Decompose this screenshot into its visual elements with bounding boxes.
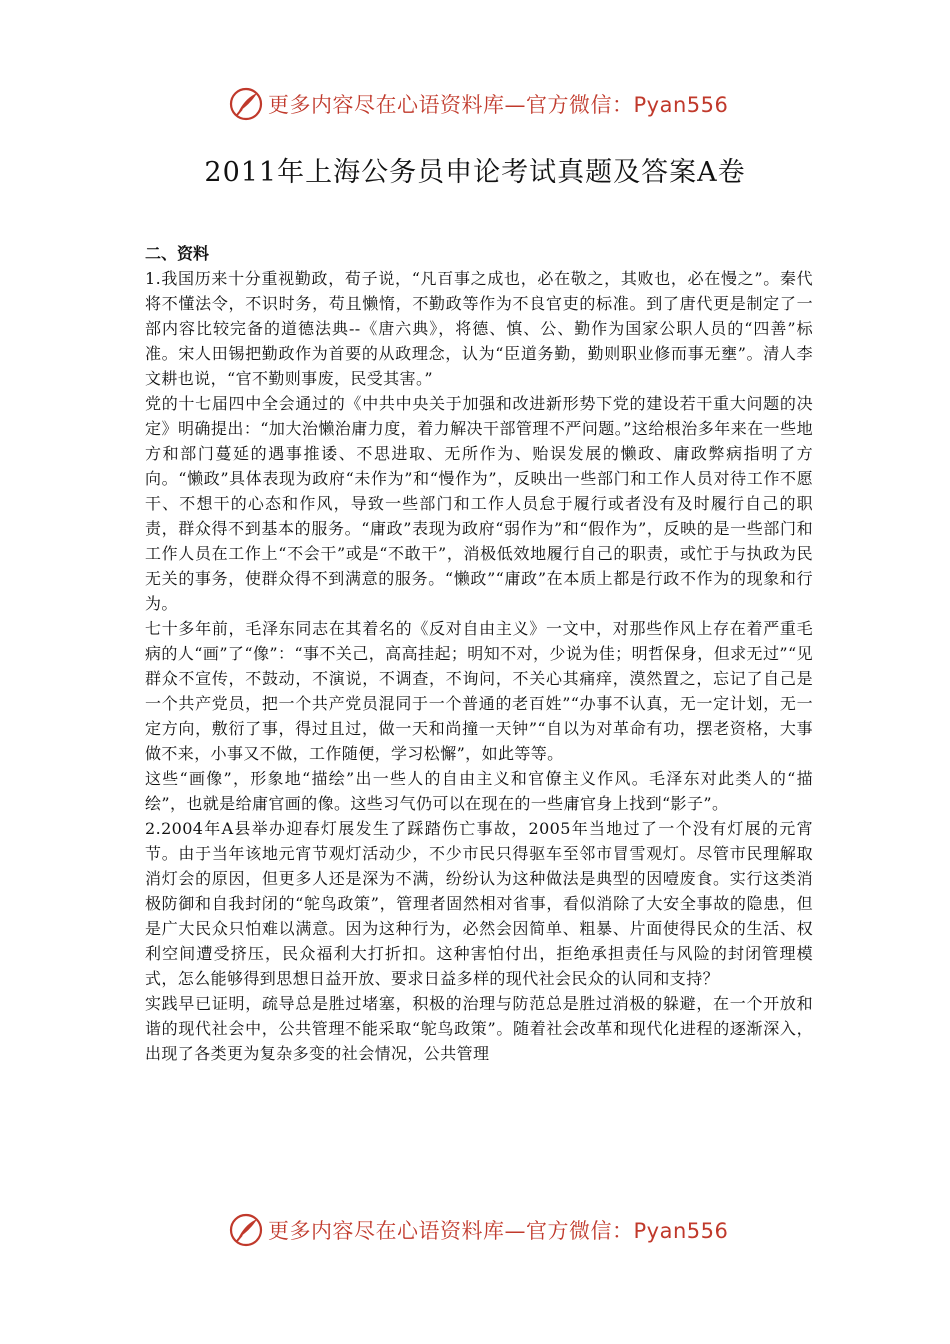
banner-text: 更多内容尽在心语资料库—官方微信：Pyan556	[268, 93, 729, 117]
banner-text: 更多内容尽在心语资料库—官方微信：Pyan556	[268, 1219, 729, 1243]
paragraph: 1.我国历来十分重视勤政，荀子说，“凡百事之成也，必在敬之，其败也，必在慢之”。秦代将不懂法令，不识时务，苟且懒惰，不勤政等作为不良官吏的标准。到了唐代更是制定了一部内容比较完备的道德法典--《唐六典》，将德、慎、公、勤作为国家公职人员的“四善”标准。宋人田锡把勤政作为首要的从政理念，认为“臣道务勤，勤则职业修而事无壅”。清人李文耕也说，“官不勤则事废，民受其害。”	[145, 269, 813, 388]
document-body	[145, 241, 813, 1066]
paragraph: 七十多年前，毛泽东同志在其着名的《反对自由主义》一文中，对那些作风上存在着严重毛病的人“画”了“像”：“事不关己，高高挂起；明知不对，少说为佳；明哲保身，但求无过”“见群众不宣传，不鼓动，不演说，不调查，不询问，不关心其痛痒，漠然置之，忘记了自己是一个共产党员，把一个共产党员混同于一个普通的老百姓”“办事不认真，无一定计划，无一定方向，敷衍了事，得过且过，做一天和尚撞一天钟”“自以为对革命有功，摆老资格，大事做不来，小事又不做，工作随便，学习松懈”，如此等等。	[145, 619, 813, 763]
footer-watermark-banner	[228, 1210, 728, 1250]
paragraph: 党的十七届四中全会通过的《中共中央关于加强和改进新形势下党的建设若干重大问题的决定》明确提出：“加大治懒治庸力度，着力解决干部管理不严问题。”这给根治多年来在一些地方和部门蔓延的遇事推诿、不思进取、无所作为、贻误发展的懒政、庸政弊病指明了方向。“懒政”具体表现为政府“未作为”和“慢作为”，反映出一些部门和工作人员对待工作不愿干、不想干的心态和作风，导致一些部门和工作人员怠于履行或者没有及时履行自己的职责，群众得不到基本的服务。“庸政”表现为政府“弱作为”和“假作为”，反映的是一些部门和工作人员在工作上“不会干”或是“不敢干”，消极低效地履行自己的职责，或忙于与执政为民无关的事务，使群众得不到满意的服务。“懒政”“庸政”在本质上都是行政不作为的现象和行为。	[145, 394, 813, 613]
paragraph: 实践早已证明，疏导总是胜过堵塞，积极的治理与防范总是胜过消极的躲避，在一个开放和谐的现代社会中，公共管理不能采取“鸵鸟政策”。随着社会改革和现代化进程的逐渐深入，出现了各类更为复杂多变的社会情况，公共管理	[145, 994, 813, 1063]
paragraph: 2.2004年A县举办迎春灯展发生了踩踏伤亡事故，2005年当地过了一个没有灯展的元宵节。由于当年该地元宵节观灯活动少，不少市民只得驱车至邻市冒雪观灯。尽管市民理解取消灯会的原因，但更多人还是深为不满，纷纷认为这种做法是典型的因噎废食。实行这类消极防御和自我封闭的“鸵鸟政策”，管理者固然相对省事，看似消除了大安全事故的隐患，但是广大民众只怕难以满意。因为这种行为，必然会因简单、粗暴、片面使得民众的生活、权利空间遭受挤压，民众福利大打折扣。这种害怕付出，拒绝承担责任与风险的封闭管理模式，怎么能够得到思想日益开放、要求日益多样的现代社会民众的认同和支持？	[145, 819, 813, 988]
feather-pen-logo-icon	[228, 1212, 264, 1248]
header-watermark-banner	[228, 84, 728, 124]
feather-pen-logo-icon	[228, 86, 264, 122]
section-heading: 二、资料	[145, 244, 210, 263]
paragraph: 这些“画像”，形象地“描绘”出一些人的自由主义和官僚主义作风。毛泽东对此类人的“描绘”，也就是给庸官画的像。这些习气仍可以在现在的一些庸官身上找到“影子”。	[145, 769, 813, 813]
document-title: 2011年上海公务员申论考试真题及答案A卷	[204, 157, 746, 188]
